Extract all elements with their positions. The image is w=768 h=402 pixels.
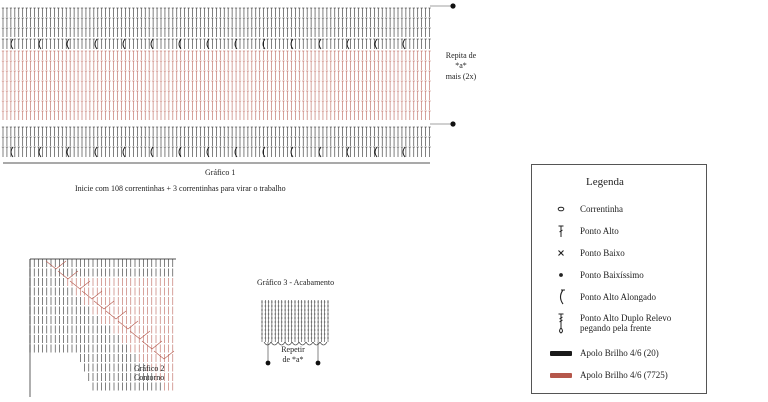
legend-item-label: Ponto Alto xyxy=(580,225,619,236)
elongated-stitch-mark xyxy=(151,39,153,49)
elongated-stitch-mark xyxy=(347,147,349,157)
legend-item xyxy=(542,364,702,386)
elongated-stitch-mark xyxy=(11,147,13,157)
elongated-stitch-mark xyxy=(151,147,153,157)
chart-1-instruction: Inicie com 108 correntinhas + 3 correntinhas para virar o trabalho xyxy=(75,184,286,193)
legend-item xyxy=(542,342,702,364)
chart-1 xyxy=(0,0,460,170)
elongated-stitch-mark xyxy=(123,147,125,157)
elongated-stitch-mark xyxy=(67,147,69,157)
legend-item xyxy=(542,198,702,220)
elongated-stitch-mark xyxy=(375,39,377,49)
elongated-double-crochet-icon xyxy=(542,287,580,307)
fan-stitch-mark xyxy=(82,291,102,299)
chart-3-repeat-note xyxy=(275,345,311,366)
red-yarn-swatch-icon xyxy=(542,365,580,385)
repeat-marker-dot xyxy=(450,3,455,8)
elongated-stitch-mark xyxy=(39,147,41,157)
repeat-marker-dot xyxy=(266,361,271,366)
elongated-stitch-mark xyxy=(403,39,405,49)
legend-item-label: Ponto Baixíssimo xyxy=(580,269,644,280)
repeat-marker-dot xyxy=(316,361,321,366)
elongated-stitch-mark xyxy=(11,39,13,49)
legend-list xyxy=(542,198,702,386)
elongated-stitch-mark xyxy=(375,147,377,157)
elongated-stitch-mark xyxy=(39,39,41,49)
elongated-stitch-mark xyxy=(319,39,321,49)
chart-1-caption: Gráfico 1 xyxy=(205,168,236,177)
chart-2-caption-line-1: Gráfico 2 xyxy=(134,364,165,373)
legend-title: Legenda xyxy=(586,176,624,188)
fan-stitch-mark xyxy=(106,311,126,319)
double-crochet-icon xyxy=(542,221,580,241)
elongated-stitch-mark xyxy=(67,39,69,49)
legend-item-label: Apolo Brilho 4/6 (20) xyxy=(580,347,659,358)
chain-stitch-icon xyxy=(542,199,580,219)
chart-3-repeat-line-2: de *a* xyxy=(282,355,304,365)
repeat-marker-dot xyxy=(450,121,455,126)
chart-1-repeat-line-2: *a* xyxy=(455,61,467,71)
chart-1-repeat-note xyxy=(433,51,489,82)
picot-mark xyxy=(313,342,320,345)
elongated-stitch-mark xyxy=(263,147,265,157)
elongated-stitch-mark xyxy=(347,39,349,49)
chart-1-stitch-grid xyxy=(0,0,460,170)
picot-mark xyxy=(320,342,327,345)
chart-1-repeat-line-3: mais (2x) xyxy=(445,71,477,81)
single-crochet-icon xyxy=(542,243,580,263)
legend-box xyxy=(531,164,707,394)
fan-stitch-mark xyxy=(130,331,150,339)
elongated-stitch-mark xyxy=(95,147,97,157)
elongated-stitch-mark xyxy=(319,147,321,157)
elongated-stitch-mark xyxy=(207,147,209,157)
picot-mark xyxy=(264,342,271,345)
legend-item-label: Ponto Baixo xyxy=(580,247,625,258)
chart-2-caption xyxy=(134,364,164,382)
legend-item xyxy=(542,286,702,308)
legend-item-label: Ponto Alto Alongado xyxy=(580,291,657,302)
chart-1-repeat-line-1: Repita de xyxy=(445,51,477,60)
black-yarn-swatch-icon xyxy=(542,343,580,363)
elongated-stitch-mark xyxy=(263,39,265,49)
legend-item xyxy=(542,308,702,338)
elongated-stitch-mark xyxy=(95,39,97,49)
elongated-stitch-mark xyxy=(403,147,405,157)
legend-item-label: Correntinha xyxy=(580,203,623,214)
chart-3-repeat-line-1: Repetir xyxy=(281,345,305,354)
chart-2-caption-line-2: Contorno xyxy=(134,373,165,383)
fan-stitch-mark xyxy=(154,351,174,359)
legend-item xyxy=(542,242,702,264)
legend-item-label: Ponto Alto Duplo Relevo pegando pela frente xyxy=(580,312,672,333)
elongated-stitch-mark xyxy=(207,39,209,49)
fan-stitch-mark xyxy=(70,281,90,289)
elongated-stitch-mark xyxy=(123,39,125,49)
legend-item-label: Apolo Brilho 4/6 (7725) xyxy=(580,369,668,380)
legend-item xyxy=(542,264,702,286)
chart-3-title: Gráfico 3 - Acabamento xyxy=(257,278,335,287)
legend-item xyxy=(542,220,702,242)
fan-stitch-mark xyxy=(46,261,66,269)
front-post-treble-icon xyxy=(542,313,580,333)
slip-stitch-icon xyxy=(542,265,580,285)
